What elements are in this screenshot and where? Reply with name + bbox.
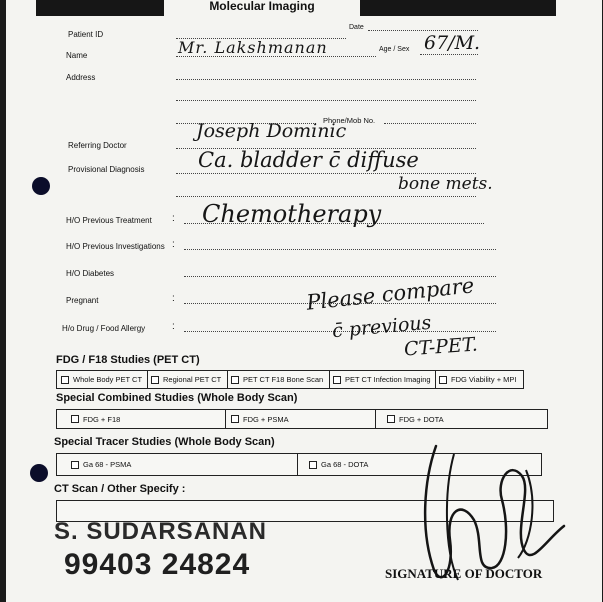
drug-allergy-label: H/o Drug / Food Allergy	[62, 324, 146, 333]
fdg-options-box	[56, 370, 524, 389]
combined-option-fdg-dota[interactable]	[387, 410, 444, 428]
divider	[225, 410, 226, 428]
phone-line	[384, 123, 476, 124]
checkbox[interactable]	[231, 415, 239, 423]
divider	[147, 371, 148, 388]
age-sex-line	[420, 54, 478, 55]
punch-hole	[30, 464, 48, 482]
note-handwritten-1: Please compare	[305, 273, 476, 315]
provisional-diagnosis-label: Provisional Diagnosis	[68, 165, 145, 174]
colon: :	[172, 293, 175, 304]
colon: :	[172, 321, 175, 332]
address-line-2	[176, 100, 476, 101]
option-label: Ga 68 - DOTA	[321, 460, 369, 469]
combined-option-fdg-psma[interactable]	[231, 410, 289, 428]
stamp-name: S. SUDARSANAN	[54, 518, 268, 545]
ct-section-title: CT Scan / Other Specify :	[54, 483, 186, 495]
request-form	[6, 0, 602, 602]
investigations-line	[184, 249, 496, 250]
divider	[227, 371, 228, 388]
option-label: Ga 68 - PSMA	[83, 460, 132, 469]
diagnosis-handwritten-1: Ca. bladder c̄ diffuse	[198, 148, 419, 172]
option-label: FDG + F18	[83, 414, 121, 424]
stamp-phone: 99403 24824	[64, 548, 251, 581]
tracer-option-ga68-dota[interactable]	[309, 454, 368, 475]
checkbox[interactable]	[333, 376, 341, 384]
patient-name-handwritten: Mr. Lakshmanan	[178, 38, 328, 57]
pregnant-label: Pregnant	[66, 296, 99, 305]
option-label: PET CT F18 Bone Scan	[243, 375, 324, 384]
checkbox[interactable]	[151, 376, 159, 384]
address-line-1	[176, 79, 476, 80]
option-label: Whole Body PET CT	[73, 375, 143, 384]
address-label: Address	[66, 73, 96, 82]
age-sex-handwritten: 67/M.	[424, 32, 481, 54]
checkbox[interactable]	[387, 415, 395, 423]
fdg-option-regional[interactable]	[151, 371, 221, 388]
note-handwritten-3: CT-PET.	[403, 333, 479, 361]
date-line	[368, 30, 478, 31]
signature-label: SIGNATURE OF DOCTOR	[385, 566, 543, 581]
previous-investigations-label: H/O Previous Investigations	[66, 242, 165, 251]
diagnosis-handwritten-2: bone mets.	[398, 174, 493, 194]
previous-treatment-label: H/O Previous Treatment	[66, 216, 152, 225]
treatment-handwritten: Chemotherapy	[202, 200, 382, 228]
referring-doctor-label: Referring Doctor	[68, 141, 127, 150]
patient-id-label: Patient ID	[68, 30, 104, 39]
divider	[375, 410, 376, 428]
tracer-section-title: Special Tracer Studies (Whole Body Scan)	[54, 436, 275, 448]
checkbox[interactable]	[439, 376, 447, 384]
form-title: Molecular Imaging	[164, 0, 360, 18]
checkbox[interactable]	[309, 461, 317, 469]
age-sex-label: Age / Sex	[379, 46, 410, 53]
option-label: FDG + DOTA	[399, 414, 444, 424]
diabetes-label: H/O Diabetes	[66, 269, 115, 278]
option-label: Regional PET CT	[163, 375, 222, 384]
diagnosis-line-2	[176, 196, 476, 197]
fdg-option-infection[interactable]	[333, 371, 431, 388]
checkbox[interactable]	[71, 461, 79, 469]
tracer-option-ga68-psma[interactable]	[71, 454, 131, 475]
referring-doctor-handwritten: Joseph Dominic	[196, 120, 347, 142]
divider	[435, 371, 436, 388]
name-label: Name	[66, 51, 88, 60]
punch-hole	[32, 177, 50, 195]
divider	[329, 371, 330, 388]
option-label: FDG + PSMA	[243, 414, 289, 424]
colon: :	[172, 239, 175, 250]
phone-label: Phone/Mob No.	[323, 116, 376, 125]
fdg-option-whole-body[interactable]	[61, 371, 142, 388]
combined-section-title: Special Combined Studies (Whole Body Scan)	[56, 392, 298, 404]
checkbox[interactable]	[231, 376, 239, 384]
divider	[297, 454, 298, 475]
checkbox[interactable]	[71, 415, 79, 423]
fdg-option-bone-scan[interactable]	[231, 371, 323, 388]
colon: :	[172, 213, 175, 224]
option-label: PET CT Infection Imaging	[345, 375, 431, 384]
fdg-section-title: FDG / F18 Studies (PET CT)	[56, 354, 200, 366]
fdg-option-viability[interactable]	[439, 371, 517, 388]
checkbox[interactable]	[61, 376, 69, 384]
combined-options-box	[56, 409, 548, 429]
combined-option-fdg-f18[interactable]	[71, 410, 120, 428]
option-label: FDG Viability + MPI	[451, 375, 517, 384]
note-handwritten-2: c̄ previous	[331, 311, 433, 343]
date-label: Date	[349, 24, 364, 31]
